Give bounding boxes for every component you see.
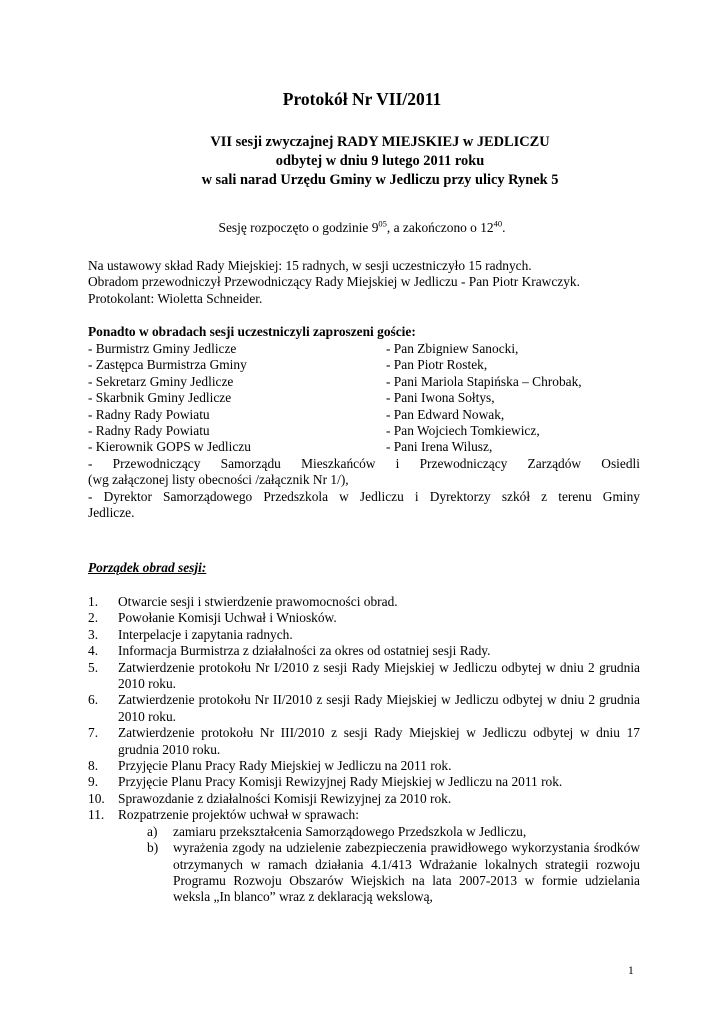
agenda-item-number: 8. <box>88 758 99 774</box>
agenda-item-text: Informacja Burmistrza z działalności za okres od ostatniej sesji Rady. <box>118 643 491 659</box>
agenda-item-number: 7. <box>88 725 99 741</box>
agenda-item-text: Powołanie Komisji Uchwał i Wniosków. <box>118 610 337 626</box>
agenda-item <box>88 774 640 790</box>
agenda-item-text: Zatwierdzenie protokołu Nr III/2010 z sesji Rady Miejskiej w Jedliczu odbytej w dniu 17 grudnia 2010 roku. <box>118 725 640 757</box>
guest-row <box>88 341 640 357</box>
guests-heading: Ponadto w obradach sesji uczestniczyli zaproszeni goście: <box>88 324 416 339</box>
agenda-subitem <box>147 840 640 906</box>
agenda-item-number: 4. <box>88 643 99 659</box>
agenda-item <box>88 807 640 823</box>
guests-list <box>88 341 640 521</box>
session-end-minutes: 40 <box>493 218 503 229</box>
agenda-item <box>88 725 640 758</box>
info-line: Protokolant: Wioletta Schneider. <box>88 290 263 306</box>
guest-role: - Radny Rady Powiatu <box>88 406 210 422</box>
agenda-item <box>88 758 640 774</box>
guest-extra-line: - Dyrektor Samorządowego Przedszkola w Jedliczu i Dyrektorzy szkół z terenu Gminy <box>88 488 640 504</box>
subtitle-line: odbytej w dniu 9 lutego 2011 roku <box>275 153 485 169</box>
guest-name: - Pan Zbigniew Sanocki, <box>386 341 519 356</box>
guest-role: - Kierownik GOPS w Jedliczu <box>88 439 251 455</box>
agenda-item-number: 10. <box>88 790 105 806</box>
agenda-item-text: Interpelacje i zapytania radnych. <box>118 626 293 642</box>
guest-extra-line: - Przewodniczący Samorządu Mieszkańców i Przewodniczący Zarządów Osiedli <box>88 455 640 471</box>
guest-name: - Pan Wojciech Tomkiewicz, <box>386 423 540 439</box>
guest-row <box>88 423 640 439</box>
agenda-item-number: 6. <box>88 692 99 708</box>
guest-name: - Pan Piotr Rostek, <box>386 357 488 373</box>
agenda-item <box>88 660 640 693</box>
agenda-item-number: 5. <box>88 659 99 675</box>
agenda-heading: Porządek obrad sesji: <box>88 560 207 575</box>
info-line: Na ustawowy skład Rady Miejskiej: 15 radnych, w sesji uczestniczyło 15 radnych. <box>88 258 532 273</box>
agenda-item-text: Przyjęcie Planu Pracy Komisji Rewizyjnej Rady Miejskiej w Jedliczu na 2011 rok. <box>118 774 563 790</box>
guest-role: - Zastępca Burmistrza Gminy <box>88 357 247 373</box>
guest-name: - Pan Edward Nowak, <box>386 406 505 422</box>
document-subtitle <box>130 133 630 190</box>
guest-role: - Radny Rady Powiatu <box>88 423 210 439</box>
agenda-item <box>88 643 640 659</box>
session-suffix: . <box>502 220 506 235</box>
guest-role: - Skarbnik Gminy Jedlicze <box>88 390 232 406</box>
agenda-item <box>88 594 640 610</box>
agenda-item-text: Zatwierdzenie protokołu Nr II/2010 z sesji Rady Miejskiej w Jedliczu odbytej w dniu 2 grudnia 2010 roku. <box>118 692 640 724</box>
guest-role: - Burmistrz Gminy Jedlicze <box>88 341 237 356</box>
agenda-item <box>88 610 640 626</box>
agenda-subitem-text: zamiaru przekształcenia Samorządowego Przedszkola w Jedliczu, <box>173 823 527 839</box>
session-info <box>88 258 648 307</box>
agenda-item <box>88 692 640 725</box>
document-title: Protokół Nr VII/2011 <box>282 89 442 109</box>
guest-name: - Pani Irena Wilusz, <box>386 439 493 455</box>
guest-name: - Pani Mariola Stapińska – Chrobak, <box>386 373 582 389</box>
agenda-item <box>88 791 640 807</box>
guest-extra-line: (wg załączonej listy obecności /załącznik Nr 1/), <box>88 472 349 488</box>
page-number: 1 <box>628 965 634 977</box>
agenda-item-number: 2. <box>88 610 99 626</box>
agenda-item <box>88 627 640 643</box>
agenda-item-text: Otwarcie sesji i stwierdzenie prawomocności obrad. <box>118 594 398 609</box>
agenda-subitem-letter: b) <box>147 840 159 856</box>
subtitle-line: VII sesji zwyczajnej RADY MIEJSKIEJ w JEDLICZU <box>210 134 550 150</box>
session-start-minutes: 05 <box>378 218 387 229</box>
guest-row <box>88 439 640 455</box>
agenda-subitem <box>147 824 640 840</box>
agenda-item-text: Rozpatrzenie projektów uchwał w sprawach: <box>118 807 359 823</box>
info-line: Obradom przewodniczył Przewodniczący Rady Miejskiej w Jedliczu - Pan Piotr Krawczyk. <box>88 274 580 290</box>
guest-role: - Sekretarz Gminy Jedlicze <box>88 373 234 389</box>
guest-name: - Pani Iwona Sołtys, <box>386 390 495 406</box>
guest-row <box>88 374 640 390</box>
agenda-item-number: 3. <box>88 626 99 642</box>
guest-row <box>88 390 640 406</box>
agenda-subitem-letter: a) <box>147 823 158 839</box>
guest-extra-line: Jedlicze. <box>88 505 135 521</box>
guest-row <box>88 407 640 423</box>
subtitle-line: w sali narad Urzędu Gminy w Jedliczu przy ulicy Rynek 5 <box>201 172 559 188</box>
agenda-item-number: 9. <box>88 774 99 790</box>
agenda-item-number: 1. <box>88 594 99 609</box>
session-end-text: , a zakończono o 12 <box>386 220 494 235</box>
agenda-subitem-text: wyrażenia zgody na udzielenie zabezpieczenia prawidłowego wykorzystania środków otrzymanych w ramach działania 4.1/413 Wdrażanie lokalnych strategii rozwoju Programu Rozwoju Obszarów Wiejskich na lata 2007-2013 w formie udzielania weksla „In blanco” wraz z deklaracją wekslową, <box>173 840 640 905</box>
session-times <box>0 220 724 236</box>
agenda-item-text: Zatwierdzenie protokołu Nr I/2010 z sesji Rady Miejskiej w Jedliczu odbytej w dniu 2 grudnia 2010 roku. <box>118 659 640 692</box>
agenda-list <box>88 594 640 906</box>
session-start-text: Sesję rozpoczęto o godzinie 9 <box>218 220 379 235</box>
agenda-item-text: Sprawozdanie z działalności Komisji Rewizyjnej za 2010 rok. <box>118 790 452 806</box>
agenda-item-text: Przyjęcie Planu Pracy Rady Miejskiej w Jedliczu na 2011 rok. <box>118 758 452 774</box>
agenda-item-number: 11. <box>88 807 105 823</box>
guest-row <box>88 357 640 373</box>
